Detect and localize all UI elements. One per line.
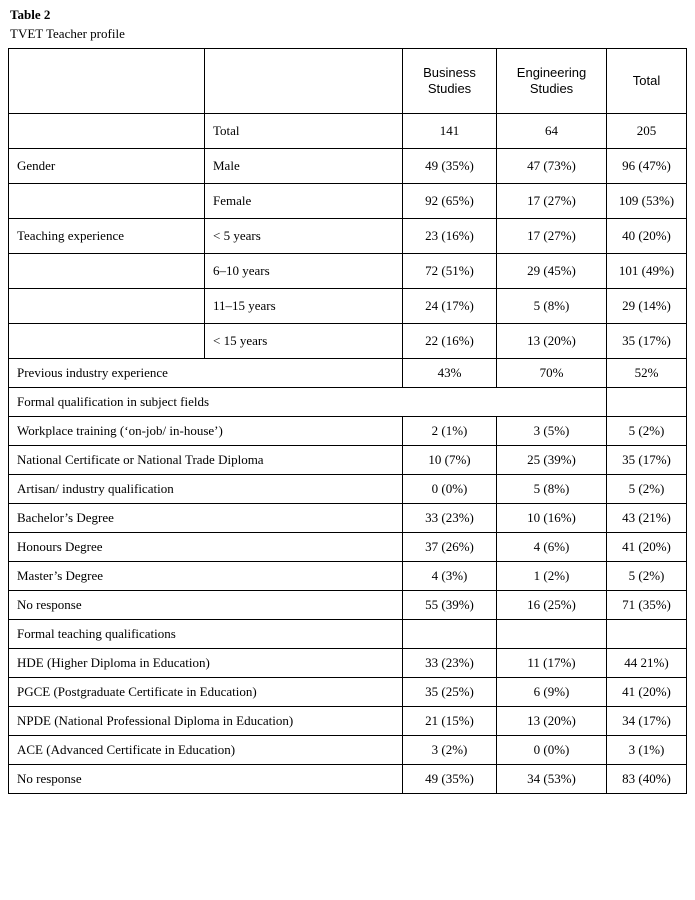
cell-business: 33 (23%) [403, 649, 497, 678]
cell-total: 44 21%) [607, 649, 687, 678]
cell-total: 52% [607, 359, 687, 388]
row-label: Honours Degree [9, 533, 403, 562]
cell-business: 0 (0%) [403, 475, 497, 504]
row-label: Bachelor’s Degree [9, 504, 403, 533]
row-label: HDE (Higher Diploma in Education) [9, 649, 403, 678]
cell-total: 96 (47%) [607, 149, 687, 184]
cell-engineering: 11 (17%) [497, 649, 607, 678]
cell-total: 40 (20%) [607, 219, 687, 254]
cell-engineering: 16 (25%) [497, 591, 607, 620]
row-category: Teaching experience [9, 219, 205, 254]
row-category [9, 254, 205, 289]
table-header-row [9, 49, 687, 114]
row-label: Artisan/ industry qualification [9, 475, 403, 504]
row-subcategory: Total [205, 114, 403, 149]
row-category [9, 184, 205, 219]
table-row [9, 184, 687, 219]
cell-engineering: 34 (53%) [497, 765, 607, 794]
cell-total [607, 620, 687, 649]
cell-business: 92 (65%) [403, 184, 497, 219]
table-row [9, 562, 687, 591]
cell-engineering: 6 (9%) [497, 678, 607, 707]
cell-total: 5 (2%) [607, 562, 687, 591]
cell-engineering: 29 (45%) [497, 254, 607, 289]
cell-total: 83 (40%) [607, 765, 687, 794]
row-subcategory: < 15 years [205, 324, 403, 359]
table-row [9, 149, 687, 184]
cell-business: 49 (35%) [403, 765, 497, 794]
table-row [9, 475, 687, 504]
cell-business: 72 (51%) [403, 254, 497, 289]
cell-total [607, 388, 687, 417]
cell-engineering: 1 (2%) [497, 562, 607, 591]
row-label: National Certificate or National Trade Diploma [9, 446, 403, 475]
table-body [9, 114, 687, 794]
row-label: PGCE (Postgraduate Certificate in Education) [9, 678, 403, 707]
cell-engineering: 13 (20%) [497, 707, 607, 736]
table-row [9, 707, 687, 736]
table-row [9, 219, 687, 254]
table-row [9, 417, 687, 446]
table-row [9, 114, 687, 149]
row-label: Master’s Degree [9, 562, 403, 591]
table-row [9, 620, 687, 649]
cell-business: 49 (35%) [403, 149, 497, 184]
table-row [9, 446, 687, 475]
cell-engineering: 5 (8%) [497, 289, 607, 324]
table-row [9, 504, 687, 533]
cell-total: 41 (20%) [607, 678, 687, 707]
cell-total: 5 (2%) [607, 475, 687, 504]
cell-total: 29 (14%) [607, 289, 687, 324]
table-caption-text: TVET Teacher profile [10, 26, 125, 41]
cell-business: 55 (39%) [403, 591, 497, 620]
cell-business: 21 (15%) [403, 707, 497, 736]
cell-engineering: 17 (27%) [497, 219, 607, 254]
cell-engineering: 0 (0%) [497, 736, 607, 765]
cell-engineering: 25 (39%) [497, 446, 607, 475]
row-subcategory: 11–15 years [205, 289, 403, 324]
row-label: Workplace training (‘on-job/ in-house’) [9, 417, 403, 446]
table-row [9, 736, 687, 765]
cell-total: 34 (17%) [607, 707, 687, 736]
cell-engineering: 70% [497, 359, 607, 388]
cell-business: 141 [403, 114, 497, 149]
cell-business: 22 (16%) [403, 324, 497, 359]
table-row [9, 359, 687, 388]
cell-total: 101 (49%) [607, 254, 687, 289]
row-label: ACE (Advanced Certificate in Education) [9, 736, 403, 765]
column-header-engineering-studies: Engineering Studies [497, 49, 607, 114]
column-header-business-studies: Business Studies [403, 49, 497, 114]
cell-total: 43 (21%) [607, 504, 687, 533]
row-category [9, 114, 205, 149]
cell-total: 71 (35%) [607, 591, 687, 620]
cell-business [403, 620, 497, 649]
cell-business: 4 (3%) [403, 562, 497, 591]
tvet-teacher-profile-table [8, 48, 687, 794]
cell-business: 37 (26%) [403, 533, 497, 562]
cell-engineering: 64 [497, 114, 607, 149]
cell-business: 10 (7%) [403, 446, 497, 475]
row-category [9, 324, 205, 359]
cell-engineering: 47 (73%) [497, 149, 607, 184]
row-subcategory: 6–10 years [205, 254, 403, 289]
table-row [9, 649, 687, 678]
cell-engineering [497, 620, 607, 649]
cell-total: 35 (17%) [607, 324, 687, 359]
row-label: Formal qualification in subject fields [9, 388, 607, 417]
cell-business: 43% [403, 359, 497, 388]
table-row [9, 388, 687, 417]
row-category: Gender [9, 149, 205, 184]
table-row [9, 533, 687, 562]
column-header-subcategory [205, 49, 403, 114]
cell-engineering: 10 (16%) [497, 504, 607, 533]
row-label: Formal teaching qualifications [9, 620, 403, 649]
row-label: NPDE (National Professional Diploma in Education) [9, 707, 403, 736]
cell-business: 33 (23%) [403, 504, 497, 533]
table-row [9, 289, 687, 324]
cell-total: 41 (20%) [607, 533, 687, 562]
table-caption-label: Table 2 [10, 7, 51, 22]
cell-engineering: 5 (8%) [497, 475, 607, 504]
table-header [9, 49, 687, 114]
cell-engineering: 4 (6%) [497, 533, 607, 562]
row-label: No response [9, 591, 403, 620]
table-row [9, 254, 687, 289]
cell-engineering: 17 (27%) [497, 184, 607, 219]
table-row [9, 678, 687, 707]
column-header-total: Total [607, 49, 687, 114]
table-row [9, 765, 687, 794]
cell-business: 23 (16%) [403, 219, 497, 254]
cell-total: 35 (17%) [607, 446, 687, 475]
cell-business: 2 (1%) [403, 417, 497, 446]
table-row [9, 591, 687, 620]
cell-total: 205 [607, 114, 687, 149]
cell-business: 24 (17%) [403, 289, 497, 324]
table-row [9, 324, 687, 359]
row-subcategory: < 5 years [205, 219, 403, 254]
row-category [9, 289, 205, 324]
cell-engineering: 13 (20%) [497, 324, 607, 359]
cell-business: 35 (25%) [403, 678, 497, 707]
cell-engineering: 3 (5%) [497, 417, 607, 446]
row-label: No response [9, 765, 403, 794]
cell-total: 109 (53%) [607, 184, 687, 219]
cell-business: 3 (2%) [403, 736, 497, 765]
row-label: Previous industry experience [9, 359, 403, 388]
cell-total: 5 (2%) [607, 417, 687, 446]
column-header-category [9, 49, 205, 114]
row-subcategory: Female [205, 184, 403, 219]
row-subcategory: Male [205, 149, 403, 184]
cell-total: 3 (1%) [607, 736, 687, 765]
